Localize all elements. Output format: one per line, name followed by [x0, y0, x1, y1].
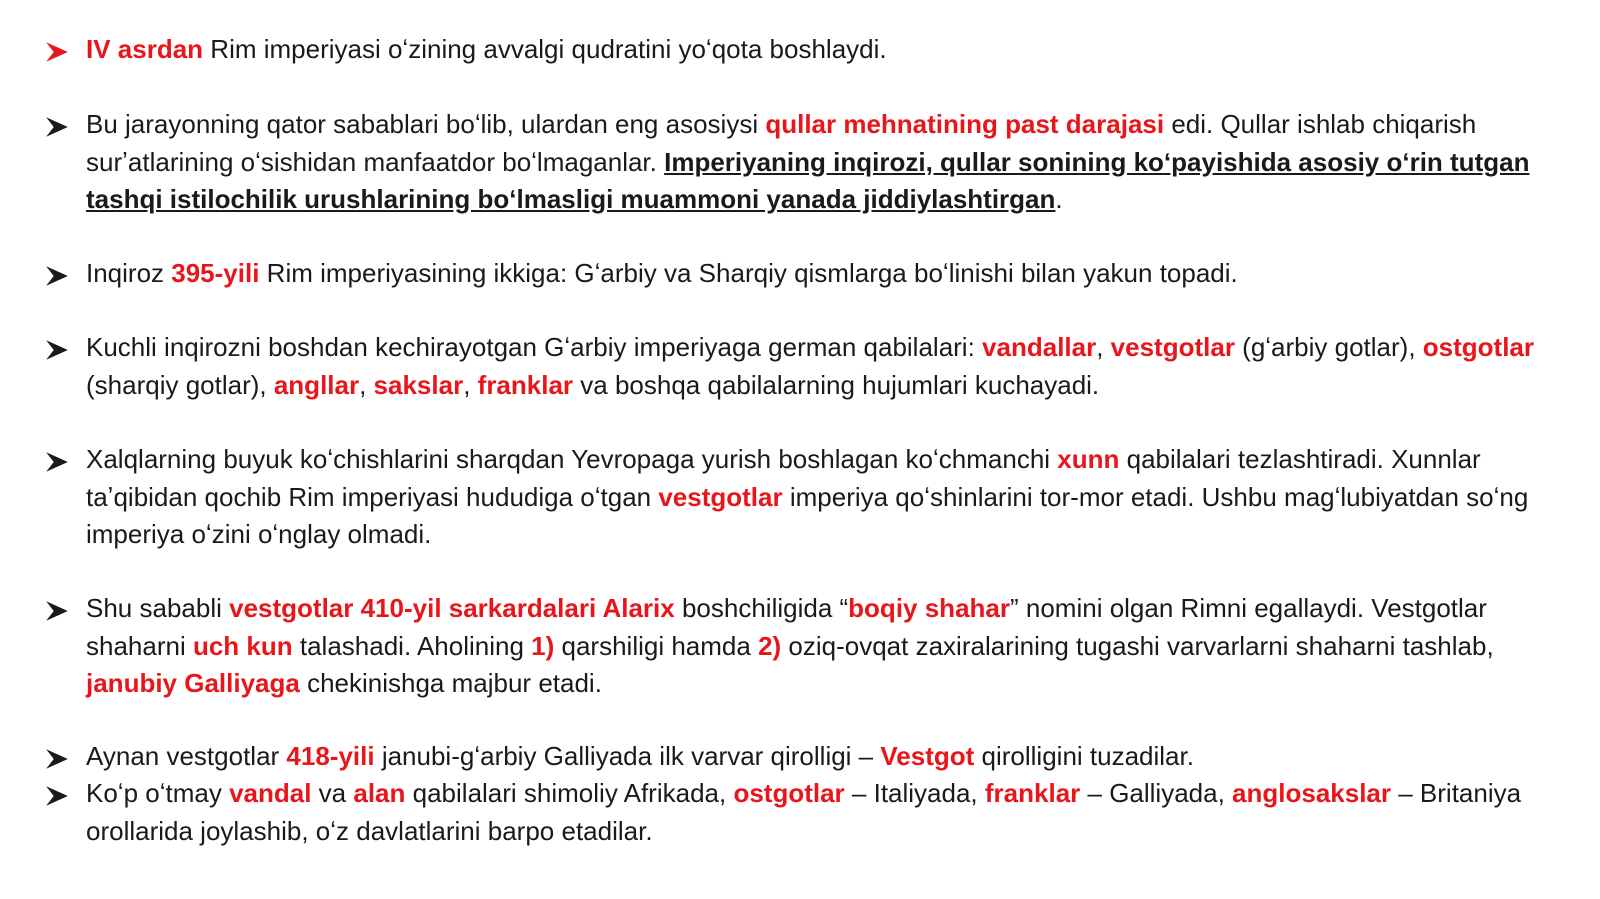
text-segment: Rim imperiyasi oʻzining avvalgi qudratini yoʻqota boshlaydi.: [203, 34, 887, 64]
text-segment: – Italiyada,: [844, 778, 985, 808]
text-segment: qabilalari tezlashtiradi. Xunnlar taʼqibidan qochib Rim imperiyasi hududiga oʻtgan: [86, 444, 1481, 512]
text-segment: chekinishga majbur etadi.: [299, 668, 602, 698]
bullet-item: [44, 329, 1564, 404]
text-segment: vestgotlar: [1110, 332, 1235, 362]
text-segment: – Britaniya orollarida joylashib, oʻz davlatlarini barpo etadilar.: [86, 778, 1522, 846]
bullet-text: [86, 738, 1564, 776]
text-segment: va boshqa qabilalarning hujumlari kuchayadi.: [573, 369, 1100, 400]
arrow-right-bullet-icon: [44, 263, 70, 289]
bullet-text: [86, 255, 1564, 293]
text-segment: qirolligini tuzadilar.: [974, 741, 1194, 771]
text-segment: ,: [1096, 332, 1111, 362]
text-segment: edi. Qullar ishlab chiqarish surʼatlarining oʻsishidan manfaatdor boʻlmaganlar.: [86, 109, 1477, 177]
text-segment: va: [311, 778, 354, 808]
arrow-right-bullet-icon: [44, 114, 70, 140]
bullet-text: [86, 775, 1564, 850]
text-segment: Koʻp oʻtmay: [86, 778, 230, 808]
text-segment: angllar: [273, 369, 360, 400]
text-segment: .: [1055, 184, 1063, 214]
arrow-right-bullet-icon: [44, 337, 70, 363]
text-segment: 1): [531, 630, 555, 661]
text-segment: Aynan vestgotlar: [86, 741, 287, 771]
text-segment: ” nomini olgan Rimni egallaydi. Vestgotlar shaharni: [86, 593, 1487, 661]
text-segment: (sharqiy gotlar),: [86, 369, 274, 400]
bullet-item: [44, 738, 1564, 776]
bullet-item: [44, 441, 1564, 554]
bullet-item: [44, 106, 1564, 219]
text-segment: vestgotlar 410-yil sarkardalari Alarix: [229, 593, 675, 623]
text-segment: 418-yili: [286, 741, 375, 771]
text-segment: xunn: [1057, 444, 1120, 474]
text-segment: vandallar: [982, 332, 1097, 362]
bullet-item: [44, 775, 1564, 850]
text-segment: imperiya qoʻshinlarini tor-mor etadi. Ushbu magʻlubiyatdan soʻng imperiya oʻzini oʻnglay olmadi.: [86, 481, 1529, 549]
text-segment: IV asrdan: [86, 34, 204, 64]
text-segment: janubi-gʻarbiy Galliyada ilk varvar qirolligi –: [374, 741, 881, 771]
bullet-text: [86, 31, 1564, 69]
text-segment: Kuchli inqirozni boshdan kechirayotgan Gʻarbiy imperiyaga german qabilalari:: [86, 332, 983, 362]
text-segment: vandal: [229, 778, 312, 808]
text-segment: janubiy Galliyaga: [86, 668, 300, 698]
text-segment: alan: [353, 778, 406, 808]
text-segment: qarshiligi hamda: [554, 630, 759, 661]
text-segment: qullar mehnatining past darajasi: [765, 109, 1165, 139]
bullet-item: [44, 255, 1564, 293]
text-segment: ostgotlar: [1422, 332, 1535, 362]
text-segment: franklar: [984, 778, 1081, 808]
bullet-text: [86, 441, 1564, 554]
text-segment: uch kun: [192, 630, 293, 661]
text-segment: (gʻarbiy gotlar),: [1234, 332, 1423, 362]
text-segment: boshchiligida “: [674, 593, 849, 623]
text-segment: anglosakslar: [1232, 778, 1392, 808]
text-segment: 2): [758, 630, 782, 661]
bullet-item: [44, 31, 1564, 69]
bullet-item: [44, 590, 1564, 703]
text-segment: – Galliyada,: [1080, 778, 1233, 808]
text-segment: Shu sababli: [86, 593, 230, 623]
text-segment: franklar: [477, 369, 574, 400]
arrow-right-bullet-icon: [44, 449, 70, 475]
text-segment: ,: [359, 369, 374, 400]
bullet-text: [86, 590, 1564, 703]
text-segment: qabilalari shimoliy Afrikada,: [405, 778, 734, 808]
arrow-right-bullet-icon: [44, 39, 70, 65]
text-segment: Imperiyaning inqirozi, qullar sonining koʻpayishida asosiy oʻrin tutgan tashqi istilochilik urushlarining boʻlmasligi muammoni yanada jiddiylashtirgan: [86, 146, 1530, 214]
text-segment: sakslar: [373, 369, 464, 400]
text-segment: vestgotlar: [658, 481, 783, 512]
text-segment: Xalqlarning buyuk koʻchishlarini sharqdan Yevropaga yurish boshlagan koʻchmanchi: [86, 444, 1058, 474]
bullet-text: [86, 106, 1564, 219]
arrow-right-bullet-icon: [44, 746, 70, 772]
text-segment: talashadi. Aholining: [292, 630, 532, 661]
text-segment: 395-yili: [171, 258, 260, 288]
text-segment: ostgotlar: [733, 778, 845, 808]
arrow-right-bullet-icon: [44, 783, 70, 809]
text-segment: Bu jarayonning qator sabablari boʻlib, ulardan eng asosiysi: [86, 109, 766, 139]
text-segment: oziq-ovqat zaxiralarining tugashi varvarlarni shaharni tashlab,: [781, 630, 1494, 661]
text-segment: Vestgot: [880, 741, 975, 771]
bullet-text: [86, 329, 1564, 404]
text-segment: boqiy shahar: [848, 593, 1010, 623]
text-segment: Rim imperiyasining ikkiga: Gʻarbiy va Sharqiy qismlarga boʻlinishi bilan yakun topadi.: [259, 258, 1238, 288]
text-segment: Inqiroz: [86, 258, 172, 288]
arrow-right-bullet-icon: [44, 598, 70, 624]
text-segment: ,: [463, 369, 478, 400]
